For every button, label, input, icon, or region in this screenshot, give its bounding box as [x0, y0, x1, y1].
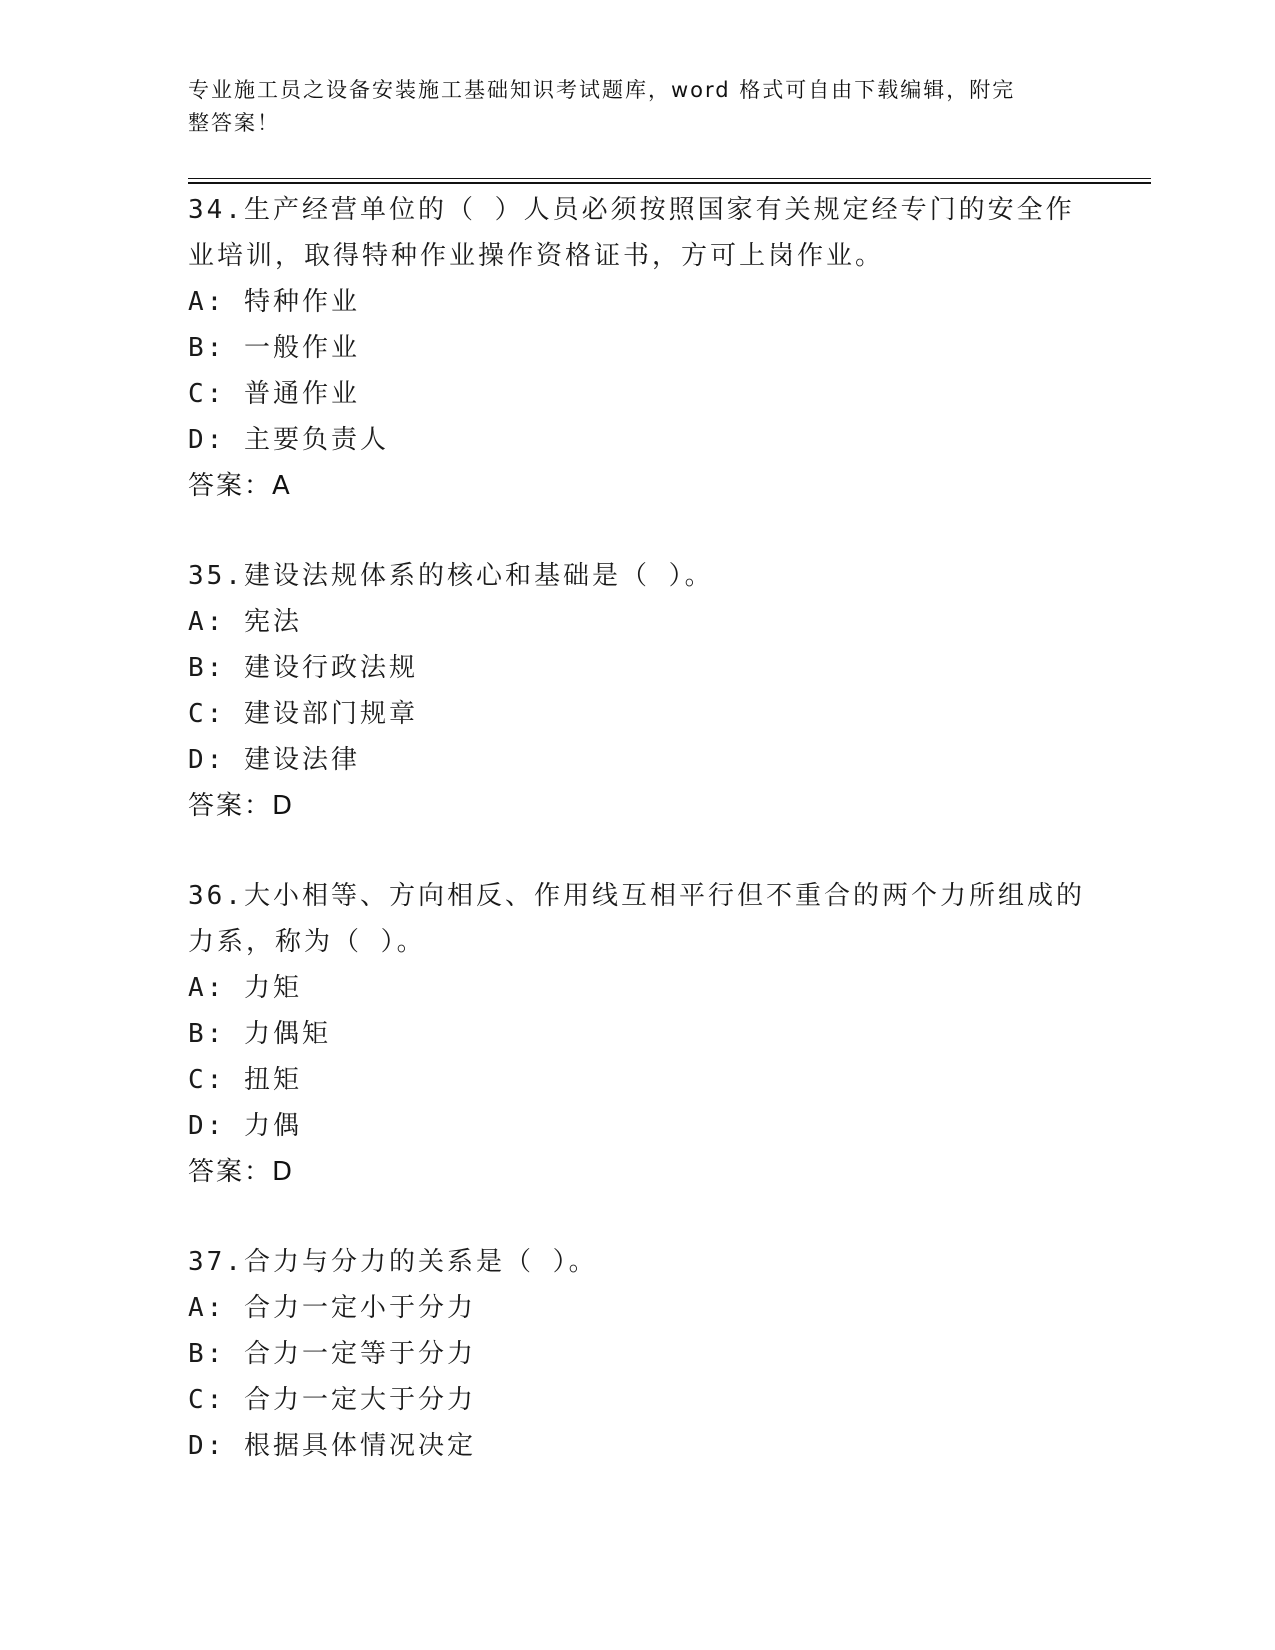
header-line-2: 整答案！	[188, 111, 280, 135]
question-stem: 36.大小相等、方向相反、作用线互相平行但不重合的两个力所组成的	[188, 881, 1085, 911]
option-c: C: 建设部门规章	[188, 699, 418, 729]
question-35	[188, 553, 1088, 829]
option-d: D: 根据具体情况决定	[188, 1431, 476, 1461]
option-a: A: 力矩	[188, 973, 302, 1003]
question-stem: 35.建设法规体系的核心和基础是（ ）。	[188, 561, 714, 591]
question-list	[188, 187, 1088, 1469]
option-b: B: 一般作业	[188, 333, 360, 363]
option-c: C: 普通作业	[188, 379, 360, 409]
option-a: A: 宪法	[188, 607, 302, 637]
option-c: C: 合力一定大于分力	[188, 1385, 476, 1415]
option-b: B: 力偶矩	[188, 1019, 331, 1049]
answer-line: 答案：D	[188, 791, 295, 821]
question-34	[188, 187, 1088, 509]
option-a: A: 合力一定小于分力	[188, 1293, 476, 1323]
answer-line: 答案：D	[188, 1157, 295, 1187]
header-line-1: 专业施工员之设备安装施工基础知识考试题库，word 格式可自由下载编辑，附完	[188, 78, 1016, 102]
option-b: B: 合力一定等于分力	[188, 1339, 476, 1369]
option-c: C: 扭矩	[188, 1065, 302, 1095]
question-stem: 37.合力与分力的关系是（ ）。	[188, 1247, 598, 1277]
question-stem: 力系，称为（ ）。	[188, 927, 426, 957]
answer-line: 答案：A	[188, 471, 292, 501]
option-a: A: 特种作业	[188, 287, 360, 317]
option-d: D: 力偶	[188, 1111, 302, 1141]
question-stem: 34.生产经营单位的（ ）人员必须按照国家有关规定经专门的安全作	[188, 195, 1075, 225]
question-36	[188, 873, 1088, 1195]
header-divider-thin	[188, 178, 1151, 179]
option-d: D: 建设法律	[188, 745, 360, 775]
header-divider-thick	[188, 182, 1151, 184]
question-37	[188, 1239, 1088, 1469]
document-header	[188, 74, 1068, 140]
option-b: B: 建设行政法规	[188, 653, 418, 683]
question-stem: 业培训，取得特种作业操作资格证书，方可上岗作业。	[188, 241, 885, 271]
option-d: D: 主要负责人	[188, 425, 389, 455]
